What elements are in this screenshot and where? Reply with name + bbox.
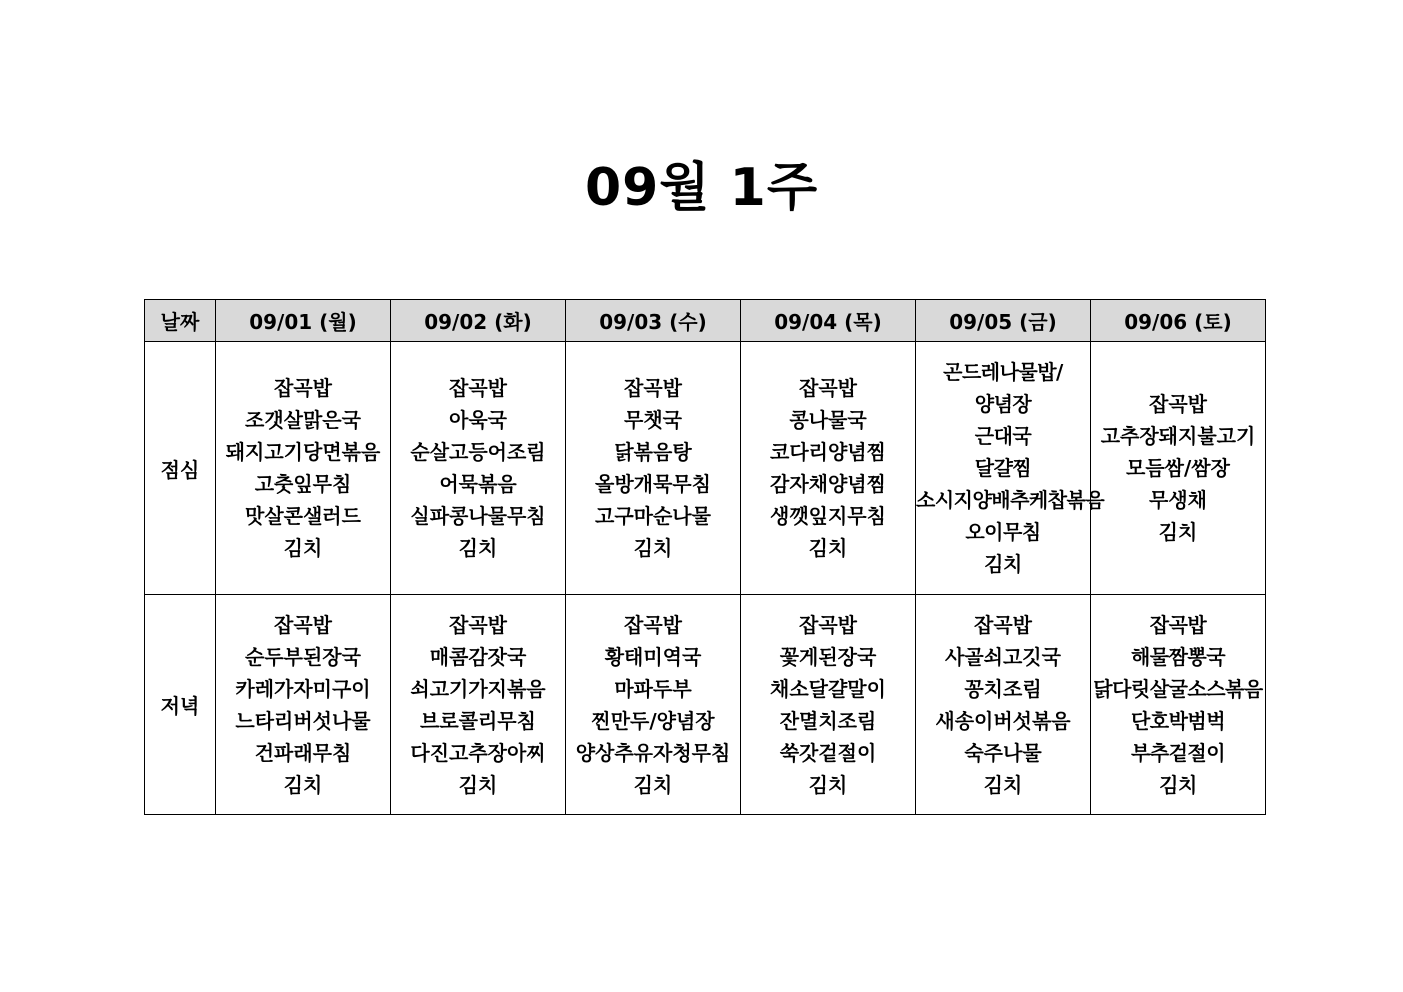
dish-item: 쇠고기가지볶음 <box>410 676 546 701</box>
dish-item: 부추겉절이 <box>1130 740 1226 765</box>
day-header: 09/06 (토) <box>1091 300 1266 342</box>
dish-item: 잡곡밥 <box>1149 612 1207 637</box>
dish-item: 단호박범벅 <box>1130 708 1226 733</box>
dish-item: 고추장돼지불고기 <box>1100 424 1256 448</box>
dish-item: 어묵볶음 <box>439 472 517 496</box>
dish-item: 잡곡밥 <box>624 376 682 400</box>
dish-item: 실파콩나물무침 <box>410 504 546 528</box>
dish-item: 잡곡밥 <box>799 612 857 637</box>
dish-item: 김치 <box>1159 772 1197 797</box>
dish-item: 꽁치조림 <box>964 676 1042 701</box>
dish-item: 찐만두/양념장 <box>591 708 715 733</box>
dish-list <box>566 372 740 564</box>
dish-item: 아욱국 <box>449 408 507 432</box>
page-title: 09월 1주 <box>584 158 819 218</box>
dish-item: 모듬쌈/쌈장 <box>1126 456 1230 480</box>
dish-item: 꽃게된장국 <box>779 644 877 669</box>
dish-item: 쑥갓겉절이 <box>779 740 877 765</box>
dish-item: 김치 <box>458 772 498 797</box>
menu-cell <box>1091 595 1266 815</box>
dish-item: 새송이버섯볶음 <box>935 708 1071 733</box>
dish-list <box>741 372 915 564</box>
dish-item: 사골쇠고깃국 <box>945 644 1061 669</box>
dish-item: 브로콜리무침 <box>420 708 536 733</box>
dish-item: 잡곡밥 <box>274 376 332 400</box>
dish-item: 해물짬뽕국 <box>1130 644 1226 669</box>
menu-cell <box>391 595 566 815</box>
weekly-menu-table <box>144 299 1266 815</box>
day-header: 09/02 (화) <box>391 300 566 342</box>
dish-item: 카레가자미구이 <box>235 676 371 701</box>
dish-item: 김치 <box>984 552 1022 576</box>
dish-item: 건파래무침 <box>254 740 352 765</box>
dish-item: 달걀찜 <box>974 456 1032 480</box>
dish-item: 닭볶음탕 <box>614 440 692 464</box>
dish-item: 잔멸치조림 <box>779 708 877 733</box>
header-row <box>145 300 1266 342</box>
dish-item: 닭다릿살굴소스볶음 <box>1093 676 1263 701</box>
dish-item: 근대국 <box>974 424 1032 448</box>
lunch-row <box>145 342 1266 595</box>
dish-item: 김치 <box>458 536 498 560</box>
dish-item: 숙주나물 <box>964 740 1042 765</box>
menu-cell <box>391 342 566 595</box>
dish-item: 잡곡밥 <box>974 612 1032 637</box>
menu-cell <box>916 595 1091 815</box>
menu-cell <box>216 342 391 595</box>
menu-cell <box>566 595 741 815</box>
menu-cell <box>566 342 741 595</box>
dish-item: 양상추유자청무침 <box>575 740 731 765</box>
dish-list <box>566 609 740 801</box>
dish-item: 조갯살맑은국 <box>245 408 361 432</box>
dish-item: 무생채 <box>1149 488 1207 512</box>
dish-item: 매콤감잣국 <box>429 644 527 669</box>
dish-item: 감자채양념찜 <box>770 472 886 496</box>
day-header: 09/01 (월) <box>216 300 391 342</box>
menu-cell <box>916 342 1105 595</box>
dish-list <box>1091 609 1265 801</box>
lunch-label: 점심 <box>145 342 216 595</box>
dish-list <box>1091 388 1265 548</box>
day-header: 09/05 (금) <box>916 300 1091 342</box>
dish-list <box>741 609 915 801</box>
dish-list <box>916 609 1090 801</box>
dish-item: 잡곡밥 <box>1149 392 1207 416</box>
dish-list <box>391 609 565 801</box>
dish-item: 고춧잎무침 <box>254 472 352 496</box>
menu-cell <box>741 595 916 815</box>
dish-item: 올방개묵무침 <box>595 472 711 496</box>
dish-item: 순살고등어조림 <box>410 440 546 464</box>
dish-item: 오이무침 <box>965 520 1041 544</box>
dish-list <box>216 609 390 801</box>
dish-item: 김치 <box>633 536 673 560</box>
dish-item: 느타리버섯나물 <box>235 708 371 733</box>
dish-item: 김치 <box>633 772 673 797</box>
dish-list <box>216 372 390 564</box>
menu-cell <box>1091 342 1266 595</box>
dish-item: 맛살콘샐러드 <box>245 504 361 528</box>
dish-item: 잡곡밥 <box>624 612 682 637</box>
dish-item: 순두부된장국 <box>245 644 361 669</box>
dish-item: 잡곡밥 <box>799 376 857 400</box>
dinner-row <box>145 595 1266 815</box>
dish-item: 코다리양념찜 <box>770 440 886 464</box>
dish-item: 곤드레나물밥/양념장 <box>943 360 1063 416</box>
dish-item: 생깻잎지무침 <box>770 504 886 528</box>
dish-item: 김치 <box>808 536 848 560</box>
date-header: 날짜 <box>145 300 216 342</box>
dish-item: 돼지고기당면볶음 <box>225 440 381 464</box>
dish-item: 황태미역국 <box>604 644 702 669</box>
dish-item: 콩나물국 <box>789 408 867 432</box>
dinner-label: 저녁 <box>145 595 216 815</box>
dish-item: 김치 <box>808 772 848 797</box>
dish-item: 김치 <box>1158 520 1198 544</box>
day-header: 09/04 (목) <box>741 300 916 342</box>
menu-cell <box>741 342 916 595</box>
dish-item: 소시지양배추케찹볶음 <box>916 488 1105 512</box>
dish-item: 채소달걀말이 <box>770 676 886 701</box>
dish-list <box>391 372 565 564</box>
dish-item: 무챗국 <box>624 408 682 432</box>
dish-item: 마파두부 <box>614 676 692 701</box>
dish-item: 김치 <box>283 536 323 560</box>
dish-item: 김치 <box>983 772 1023 797</box>
day-header: 09/03 (수) <box>566 300 741 342</box>
dish-item: 잡곡밥 <box>449 376 507 400</box>
menu-cell <box>216 595 391 815</box>
dish-list <box>916 356 1105 580</box>
dish-item: 김치 <box>283 772 323 797</box>
dish-item: 다진고추장아찌 <box>410 740 546 765</box>
dish-item: 잡곡밥 <box>274 612 332 637</box>
dish-item: 잡곡밥 <box>449 612 507 637</box>
dish-item: 고구마순나물 <box>595 504 711 528</box>
